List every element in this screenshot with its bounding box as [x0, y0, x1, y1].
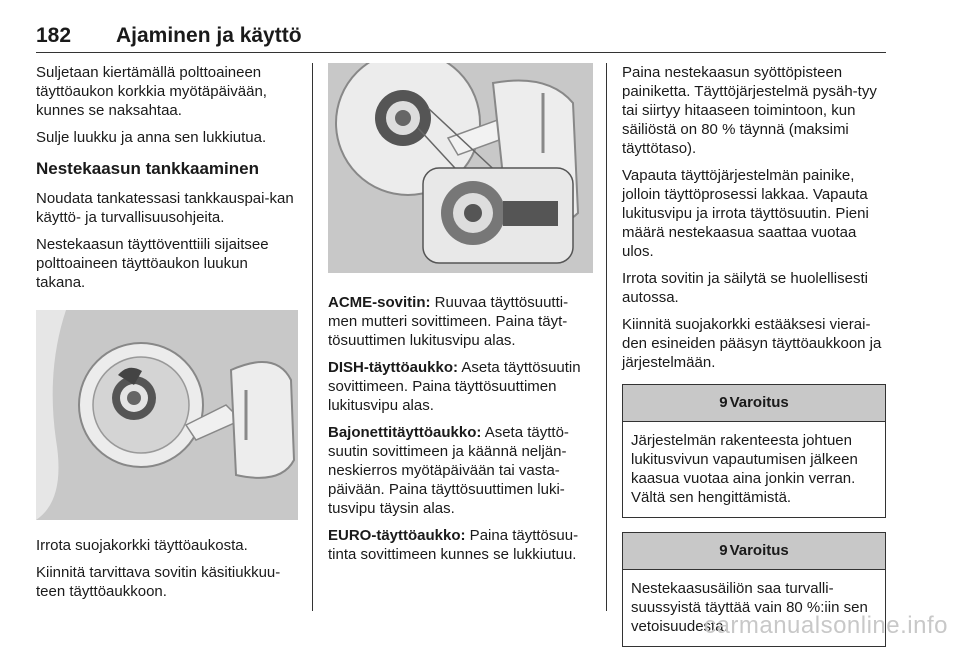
page-header: [36, 20, 886, 53]
column-divider: [606, 63, 607, 611]
adapter-dish: [328, 358, 593, 415]
warning-icon: 9: [719, 542, 728, 559]
paragraph: Irrota sovitin ja säilytä se huolellisesti autossa.: [622, 270, 868, 306]
page-number: 182: [36, 24, 72, 47]
column-divider: [312, 63, 313, 611]
description: Aseta täyttö-suutin sovittimeen ja käännä neljän-neskierros myötäpäivään tai vasta-päivään. Paina täyttösuuttimen luki-tusvipu täysin alas.: [328, 424, 569, 517]
paragraph: Paina nestekaasun syöttöpisteen painiketta. Täyttöjärjestelmä pysäh-tyy tai siirtyy hitaaseen toimintoon, kun säiliöstä on 80 % täynnä (maksimi täyttötaso).: [622, 64, 877, 157]
description: Ruuvaa täyttösuutti-men mutteri sovittimeen. Paina täyt-tösuuttimen lukitusvipu alas.: [328, 294, 569, 349]
description: Paina täyttösuu-tinta sovittimeen kunnes se lukkiutuu.: [328, 527, 579, 563]
warning-body: Järjestelmän rakenteesta johtuen lukitusvivun vapautumisen jälkeen kaasua vuotaa aina jonkin verran. Vältä sen hengittämistä.: [631, 432, 858, 506]
adapter-acme: [328, 293, 593, 350]
paragraph: Irrota suojakorkki täyttöaukosta.: [36, 537, 248, 554]
warning-icon: 9: [719, 394, 728, 411]
adapter-euro: [328, 526, 593, 564]
paragraph: Sulje luukku ja anna sen lukkiutua.: [36, 129, 267, 146]
warning-title-text: Varoitus: [729, 542, 789, 559]
term: DISH-täyttöaukko:: [328, 359, 459, 376]
warning-title: [623, 385, 885, 422]
description: Aseta täyttösuutin sovittimeen. Paina täyttösuuttimen lukitusvipu alas.: [328, 359, 581, 414]
paragraph: Vapauta täyttöjärjestelmän painike, jolloin täyttöprosessi lakkaa. Vapauta lukitusvipu ja irrota täyttösuutin. Pieni määrä nestekaasua saattaa vuotaa ulos.: [622, 167, 869, 260]
column-3: [622, 63, 886, 661]
warning-title: [623, 533, 885, 570]
adapter-illustration: [328, 63, 593, 273]
paragraph: Noudata tankatessasi tankkauspai-kan käyttö- ja turvallisuusohjeita.: [36, 190, 294, 226]
term: EURO-täyttöaukko:: [328, 527, 466, 544]
warning-box: [622, 384, 886, 518]
column-2: [328, 63, 593, 572]
watermark: carmanualsonline.info: [704, 612, 948, 639]
paragraph: Nestekaasun täyttöventtiili sijaitsee polttoaineen täyttöaukon luukun takana.: [36, 236, 269, 291]
column-1: [36, 63, 298, 609]
paragraph: Kiinnitä tarvittava sovitin käsitiukkuu-teen täyttöaukkoon.: [36, 564, 281, 600]
adapter-bayonet: [328, 423, 593, 518]
fuel-filler-illustration: [36, 310, 298, 520]
chapter-title: Ajaminen ja käyttö: [116, 24, 302, 47]
paragraph: Kiinnitä suojakorkki estääksesi vierai-den esineiden pääsyn täyttöaukkoon ja järjestelmään.: [622, 316, 882, 371]
term: Bajonettitäyttöaukko:: [328, 424, 482, 441]
paragraph: Suljetaan kiertämällä polttoaineen täyttöaukon korkkia myötäpäivään, kunnes se naksahtaa.: [36, 64, 267, 119]
warning-body: Nestekaasusäiliön saa turvalli-suussyistä täyttää vain 80 %:iin sen vetoisuudesta.: [631, 580, 868, 635]
section-heading: Nestekaasun tankkaaminen: [36, 159, 259, 178]
warning-title-text: Varoitus: [729, 394, 789, 411]
term: ACME-sovitin:: [328, 294, 431, 311]
